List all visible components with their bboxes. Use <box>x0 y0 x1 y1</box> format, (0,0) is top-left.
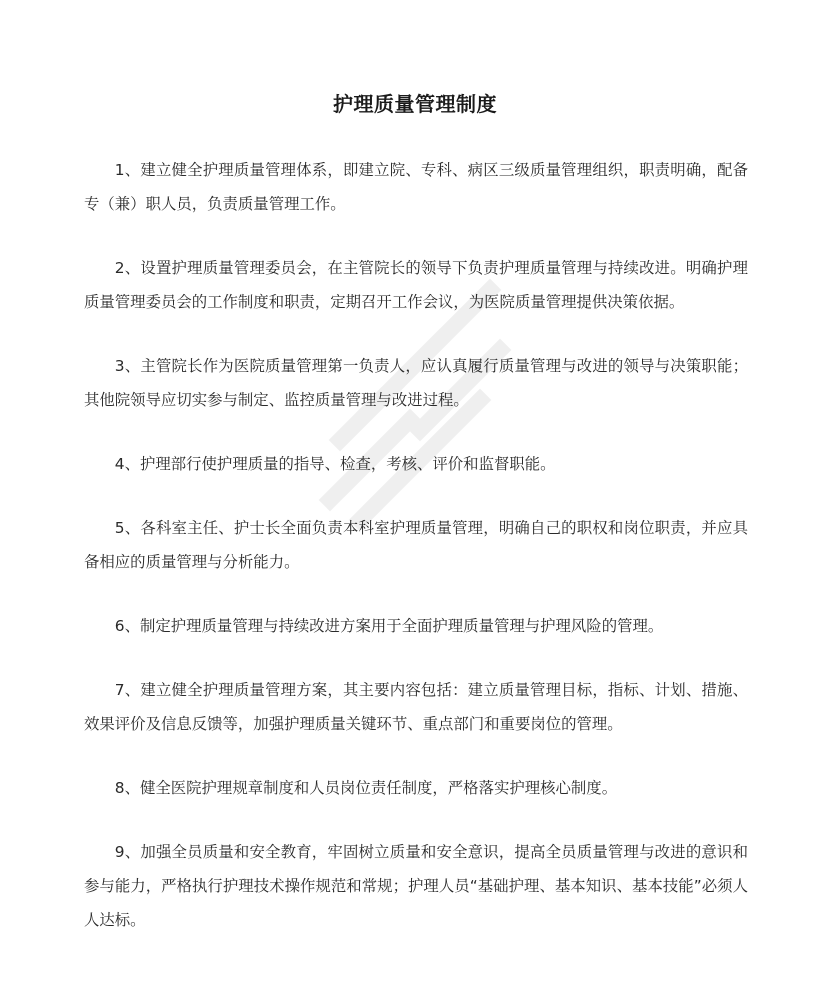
paragraph-5: 5、各科室主任、护士长全面负责本科室护理质量管理，明确自己的职权和岗位职责，并应具备相应的质量管理与分析能力。 <box>84 519 748 571</box>
paragraph-9: 9、加强全员质量和安全教育，牢固树立质量和安全意识，提高全员质量管理与改进的意识和参与能力，严格执行护理技术操作规范和常规；护理人员“基础护理、基本知识、基本技能”必须人人达标。 <box>84 843 748 929</box>
paragraph-8: 8、健全医院护理规章制度和人员岗位责任制度，严格落实护理核心制度。 <box>114 779 618 797</box>
paragraph-7: 7、建立健全护理质量管理方案，其主要内容包括：建立质量管理目标，指标、计划、措施、效果评价及信息反馈等，加强护理质量关键环节、重点部门和重要岗位的管理。 <box>84 681 748 733</box>
paragraph-4: 4、护理部行使护理质量的指导、检查，考核、评价和监督职能。 <box>114 455 556 473</box>
paragraph-3: 3、主管院长作为医院质量管理第一负责人，应认真履行质量管理与改进的领导与决策职能；其他院领导应切实参与制定、监控质量管理与改进过程。 <box>84 357 748 409</box>
paragraph-2: 2、设置护理质量管理委员会，在主管院长的领导下负责护理质量管理与持续改进。明确护理质量管理委员会的工作制度和职责，定期召开工作会议，为医院质量管理提供决策依据。 <box>84 259 748 311</box>
document-body <box>84 153 748 967</box>
paragraph-1: 1、建立健全护理质量管理体系，即建立院、专科、病区三级质量管理组织，职责明确，配备专（兼）职人员，负责质量管理工作。 <box>84 161 748 213</box>
document-title: 护理质量管理制度 <box>333 92 497 116</box>
paragraph-6: 6、制定护理质量管理与持续改进方案用于全面护理质量管理与护理风险的管理。 <box>114 617 664 635</box>
